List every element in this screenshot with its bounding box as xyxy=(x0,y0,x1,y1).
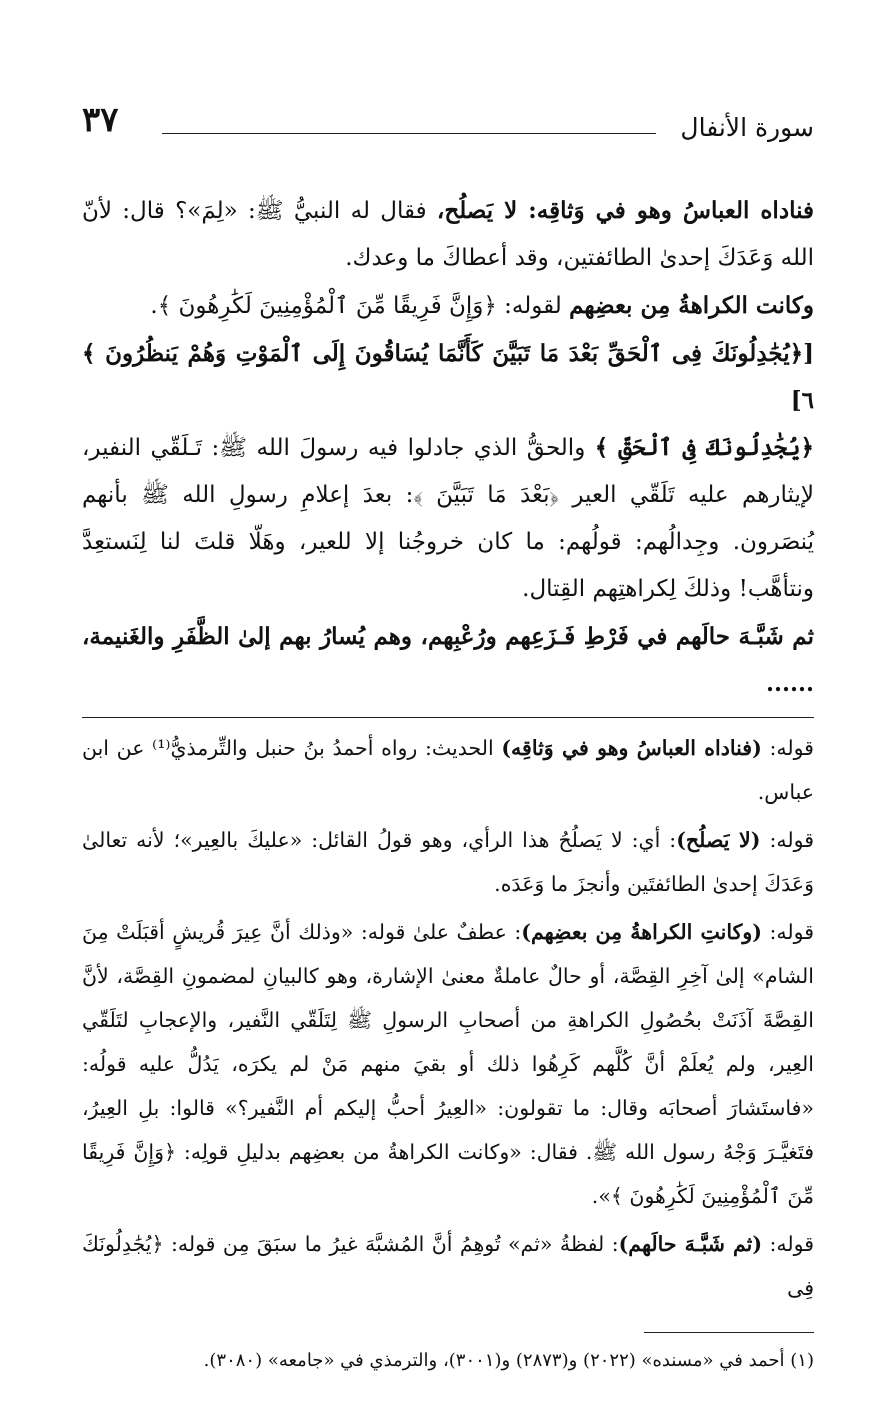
commentary xyxy=(82,726,814,1310)
quran-verse: [﴿يُجَٰدِلُونَكَ فِى ٱلْحَقِّ بَعْدَ مَا تَبَيَّنَ كَأَنَّمَا يُسَاقُونَ إِلَى ٱلْمَوْتِ وَهُمْ يَنظُرُونَ ﴾ ٦] xyxy=(82,340,814,414)
paragraph-text: : لفظةُ «ثم» تُوهِمُ أنَّ المُشبَّهَ غيرُ ما سبَقَ مِن قوله: ﴿يُجَٰدِلُونَكَ فِى xyxy=(82,1232,814,1300)
commentary-paragraph xyxy=(82,910,814,1218)
surah-name: سورة الأنفال xyxy=(680,113,814,142)
bold-phrase: (لا يَصلُح) xyxy=(676,828,761,852)
paragraph-text: والحقُّ الذي جادلوا فيه رسولَ الله ﷺ: تَـلَقّي النفير، لإيثارهم عليه تَلَقّي العير ﴿بَعْدَ مَا تَبَيَّنَ ﴾: بعدَ إعلامِ رسولِ الله ﷺ بأنهم يُنصَرون. وجِدالُهم: قولُهم: ما كان خروجُنا إلا للعير، وهَلّا قلتَ لنا لِنَستعِدَّ ونتأهَّب! وذلكَ لِكراهتِهم القِتال. xyxy=(82,435,814,602)
paragraph-text: : عطفٌ علىٰ قوله: «وذلك أنَّ عِيرَ قُريشٍ أقبَلَتْ مِنَ الشام» إلىٰ آخِرِ القِصَّة، أو حالٌ عاملةٌ معنىٰ الإشارة، وهو كالبيانِ لمضمونِ القِصَّة، لأنَّ القِصَّةَ آذَنَتْ بحُصُولِ الكراهةِ من أصحابِ الرسولِ ﷺ لِتَلَقّي النَّفير، والإعجابِ لتَلَقّي العِير، ولم يُعلَمْ أنَّ كُلَّهم كَرِهُوا ذلك أو بقيَ منهم مَنْ لم يكرَه، يَدُلُّ عليه قولُه: «فاستَشارَ أصحابَه وقال: ما تقولون: «العِيرُ أحبُّ إليكم أم النَّفير؟» قالوا: بلِ العِيرُ، فتَغيَّـرَ وَجْهُ رسول الله ﷺ. فقال: «وكانت الكراهةُ من بعضِهم بدليلِ قولِه: ﴿وَإِنَّ فَرِيقًا مِّنَ ٱلْمُؤْمِنِينَ لَكَٰرِهُونَ ﴾». xyxy=(82,920,814,1208)
bold-phrase: (ثم شَبَّـهَ حالَهم) xyxy=(618,1232,763,1256)
main-paragraph xyxy=(82,187,814,282)
main-paragraph xyxy=(82,424,814,613)
page xyxy=(82,95,814,1375)
page-number: ٣٧ xyxy=(82,100,119,140)
commentary-paragraph xyxy=(82,1222,814,1310)
header-rule xyxy=(162,133,656,134)
paragraph-text: لقوله: ﴿وَإِنَّ فَرِيقًا مِّنَ ٱلْمُؤْمِنِينَ لَكَٰرِهُونَ ﴾. xyxy=(150,293,570,319)
footnote-rule xyxy=(644,1332,814,1333)
commentary-label: قوله: xyxy=(760,828,814,852)
main-text xyxy=(82,187,814,707)
paragraph-text: فقال له النبيُّ ﷺ: «لِمَ»؟ قال: لأنّ الله وَعَدَكَ إحدىٰ الطائفتين، وقد أعطاكَ ما وعدك. xyxy=(82,198,814,271)
running-header xyxy=(82,95,814,143)
paragraph-text: الحديث: رواه أحمدُ بنُ حنبل والتِّرمذيُّ⁽¹⁾ عن ابن عباس. xyxy=(82,736,814,804)
commentary-label: قوله: xyxy=(761,736,814,760)
bold-phrase: (فناداه العباسُ وهو في وَثاقِه) xyxy=(501,736,762,760)
commentary-paragraph xyxy=(82,818,814,906)
bold-phrase: (وكانتِ الكراهةُ مِن بعضِهم) xyxy=(521,920,762,944)
footnote: (١) أحمد في «مسنده» (٢٠٢٢) و(٢٨٧٣) و(٣٠٠١)، والترمذي في «جامعه» (٣٠٨٠). xyxy=(203,1350,814,1371)
commentary-label: قوله: xyxy=(761,920,815,944)
section-divider xyxy=(82,717,814,718)
commentary-paragraph xyxy=(82,726,814,814)
bold-phrase: وكانت الكراهةُ مِن بعضِهم xyxy=(569,292,814,319)
bold-phrase: ﴿يُجَٰدِلُونَكَ فِى ٱلْحَقِّ ﴾ xyxy=(594,434,814,461)
paragraph-text: : أي: لا يَصلُحُ هذا الرأي، وهو قولُ القائل: «عليكَ بالعِير»؛ لأنه تعالىٰ وَعَدَكَ إحدىٰ الطائفتَين وأنجزَ ما وَعَدَه. xyxy=(82,828,814,896)
commentary-label: قوله: xyxy=(762,1232,814,1256)
main-paragraph xyxy=(82,282,814,330)
bold-phrase: فناداه العباسُ وهو في وَثاقِه: لا يَصلُح، xyxy=(436,197,815,224)
main-paragraph: ثم شَبَّـهَ حالَهم في فَرْطِ فَـزَعِهم ورُعْبِهم، وهم يُسارُ بهم إلىٰ الظَّفَرِ والغَنيمة، ...... xyxy=(82,623,814,697)
